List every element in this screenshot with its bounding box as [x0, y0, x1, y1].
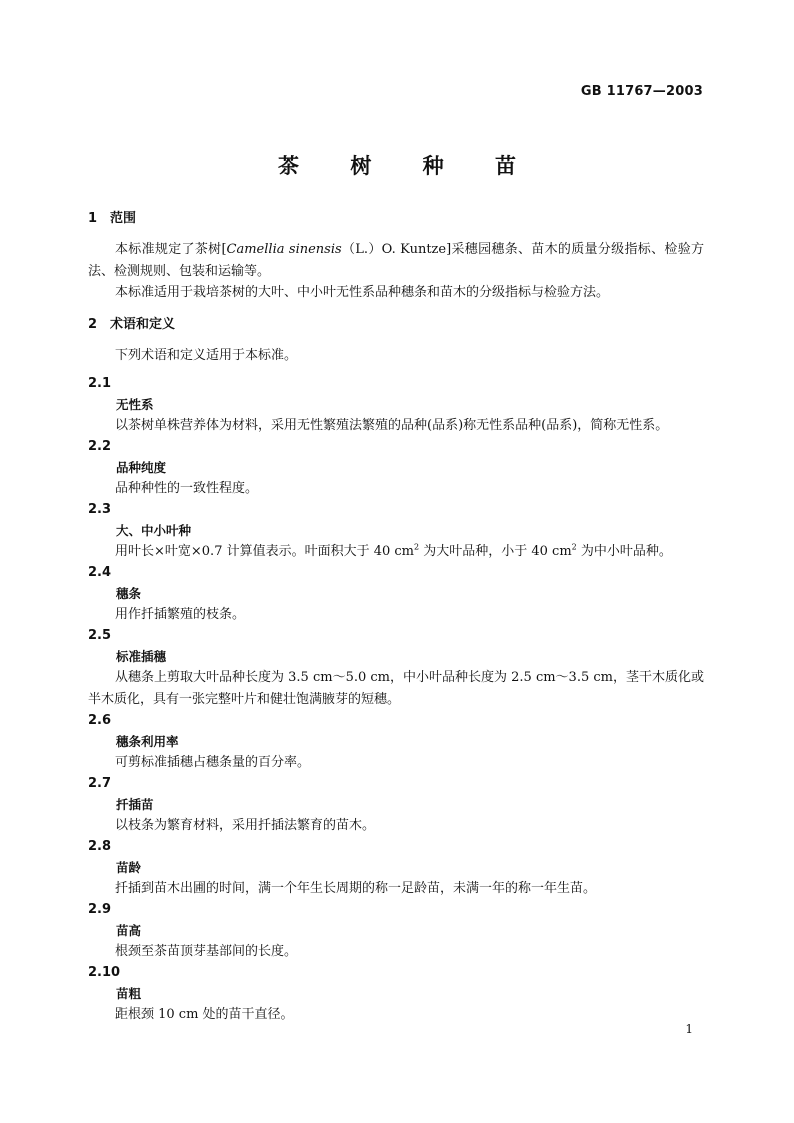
- term-definition: 品种种性的一致性程度。: [115, 481, 259, 496]
- term-2-2: [88, 436, 704, 500]
- term-number: 2.6: [88, 712, 112, 728]
- term-2-9: [88, 899, 704, 963]
- definition-text-b: 为大叶品种，小于 40 cm: [419, 544, 572, 559]
- term-definition: 扦插到苗木出圃的时间，满一个年生长周期的称一足龄苗，未满一年的称一年生苗。: [115, 880, 597, 896]
- document-body: [88, 208, 704, 1025]
- term-definition: 用作扦插繁殖的枝条。: [115, 607, 246, 622]
- definition-text-a: 用叶长×叶宽×0.7 计算值表示。叶面积大于 40 cm: [115, 544, 415, 559]
- term-name: 品种纯度: [116, 460, 167, 475]
- term-name: 穗条利用率: [116, 733, 179, 749]
- section-1-heading: [88, 208, 704, 229]
- section-number: 2: [88, 316, 98, 332]
- term-number: 2.8: [88, 838, 112, 854]
- term-2-3: [88, 499, 704, 563]
- section-title: 术语和定义: [110, 316, 176, 332]
- term-number: 2.2: [88, 439, 112, 454]
- term-name: 苗龄: [116, 859, 142, 875]
- term-name: 苗高: [116, 922, 142, 938]
- document-title: 茶 树 种 苗: [278, 154, 538, 178]
- term-definition: 根颈至茶苗顶芽基部间的长度。: [115, 943, 298, 959]
- term-number: 2.5: [88, 628, 112, 643]
- term-definition: 以枝条为繁育材料，采用扦插法繁育的苗木。: [115, 817, 376, 833]
- section-title: 范围: [110, 211, 137, 226]
- term-2-8: [88, 836, 704, 900]
- term-definition: 以茶树单株营养体为材料，采用无性繁殖法繁殖的品种(品系)称无性系品种(品系)，简称无性系。: [115, 418, 669, 433]
- term-definition: [88, 541, 704, 563]
- section-number: 1: [88, 211, 98, 226]
- scope-latin-name: Camellia sinensis: [226, 242, 342, 257]
- term-name: 苗粗: [116, 985, 142, 1001]
- superscript: 2: [571, 542, 577, 552]
- scope-text-a: 本标准规定了茶树[: [115, 242, 227, 257]
- term-name: 穗条: [116, 586, 142, 601]
- term-2-10: [88, 962, 704, 1026]
- scope-text-b: （L.）O. Kuntze]采穗园穗条、苗木的质量分级指标、检验方法、检测规则、包装和运输等。: [88, 242, 704, 279]
- scope-paragraph-2: 本标准适用于栽培茶树的大叶、中小叶无性系品种穗条和苗木的分级指标与检验方法。: [115, 285, 610, 300]
- term-number: 2.4: [88, 565, 112, 580]
- term-2-4: [88, 562, 704, 626]
- terms-intro: 下列术语和定义适用于本标准。: [115, 347, 298, 363]
- superscript: 2: [414, 542, 420, 552]
- section-2-heading: [88, 314, 704, 335]
- term-number: 2.9: [88, 901, 112, 917]
- term-2-5: [88, 625, 704, 710]
- term-number: 2.3: [88, 502, 112, 517]
- page-number: 1: [685, 1022, 693, 1036]
- term-name: 标准插穗: [116, 649, 167, 664]
- term-2-7: [88, 773, 704, 837]
- term-name: 扦插苗: [116, 796, 154, 812]
- term-number: 2.7: [88, 775, 112, 791]
- term-2-1: [88, 373, 704, 437]
- term-2-6: [88, 710, 704, 774]
- term-name: 无性系: [116, 397, 154, 412]
- definition-text-c: 为中小叶品种。: [576, 544, 672, 559]
- term-number: 2.1: [88, 376, 112, 391]
- term-name: 大、中小叶种: [116, 523, 192, 538]
- scope-paragraph-1: [88, 239, 704, 282]
- term-definition: 可剪标准插穗占穗条量的百分率。: [115, 754, 311, 770]
- term-definition: 从穗条上剪取大叶品种长度为 3.5 cm～5.0 cm，中小叶品种长度为 2.5 cm～3.5 cm，茎干木质化或半木质化，具有一张完整叶片和健壮饱满腋芽的短穗。: [88, 670, 704, 707]
- term-definition: 距根颈 10 cm 处的苗干直径。: [115, 1006, 294, 1022]
- term-number: 2.10: [88, 964, 121, 980]
- standard-number: GB 11767—2003: [580, 84, 703, 99]
